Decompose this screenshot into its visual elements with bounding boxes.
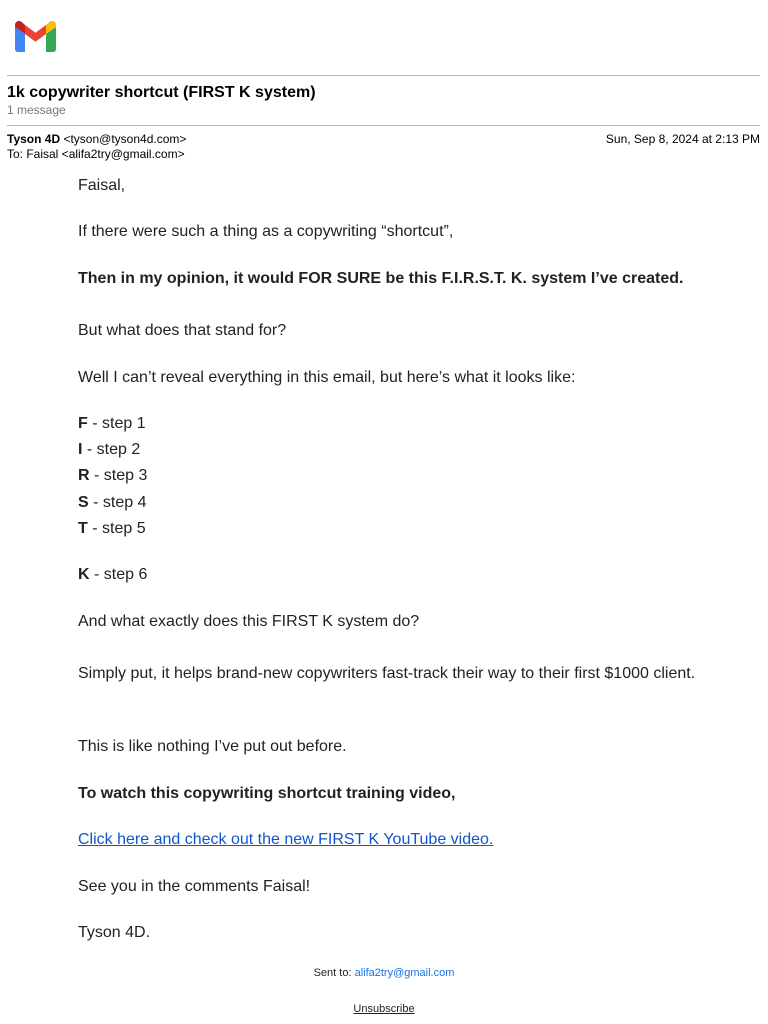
paragraph-2: Then in my opinion, it would FOR SURE be this F.I.R.S.T. K. system I’ve created.: [78, 270, 684, 287]
step-letter: K: [78, 566, 90, 583]
step-text: - step 6: [89, 566, 148, 583]
sender-email: <tyson@tyson4d.com>: [63, 132, 187, 146]
greeting: Faisal,: [78, 177, 126, 194]
step-item: [78, 516, 146, 542]
paragraph-1: If there were such a thing as a copywriting “shortcut”,: [78, 223, 454, 240]
step-item: [78, 562, 147, 588]
paragraph-9: See you in the comments Faisal!: [78, 878, 311, 895]
step-letter: F: [78, 415, 88, 432]
unsubscribe-line: [0, 1003, 768, 1015]
step-letter: I: [78, 441, 83, 458]
sent-to-line: [0, 967, 768, 979]
paragraph-4: Well I can’t reveal everything in this email, but here’s what it looks like:: [78, 369, 576, 386]
step-letter: T: [78, 520, 88, 537]
step-text: - step 2: [82, 441, 141, 458]
signature: Tyson 4D.: [78, 924, 151, 941]
step-item: [78, 437, 140, 463]
step-text: - step 1: [87, 415, 146, 432]
gmail-logo-icon: [15, 21, 56, 52]
paragraph-3: But what does that stand for?: [78, 322, 287, 339]
step-letter: S: [78, 494, 89, 511]
step-text: - step 4: [88, 494, 147, 511]
sender-name: Tyson 4D: [7, 132, 61, 146]
step-text: - step 3: [89, 467, 148, 484]
email-subject: 1k copywriter shortcut (FIRST K system): [7, 84, 316, 101]
message-count: 1 message: [7, 103, 66, 117]
step-letter: R: [78, 467, 90, 484]
step-item: [78, 411, 146, 437]
paragraph-6: Simply put, it helps brand-new copywriters fast-track their way to their first $1000 client.: [78, 665, 696, 682]
paragraph-7: This is like nothing I’ve put out before.: [78, 738, 347, 755]
step-item: [78, 463, 147, 489]
unsubscribe-link[interactable]: Unsubscribe: [353, 1003, 415, 1015]
sent-to-email-link[interactable]: alifa2try@gmail.com: [354, 967, 455, 979]
paragraph-8: To watch this copywriting shortcut training video,: [78, 785, 456, 802]
youtube-video-link[interactable]: Click here and check out the new FIRST K YouTube video.: [78, 831, 494, 848]
link-paragraph: [78, 827, 493, 853]
step-item: [78, 490, 146, 516]
paragraph-5: And what exactly does this FIRST K system do?: [78, 613, 420, 630]
sender-line: [7, 132, 186, 146]
step-text: - step 5: [87, 520, 146, 537]
sent-to-label: Sent to:: [313, 967, 355, 979]
email-date: Sun, Sep 8, 2024 at 2:13 PM: [605, 132, 760, 146]
recipient-line: To: Faisal <alifa2try@gmail.com>: [7, 147, 185, 161]
top-divider: [7, 75, 760, 76]
header-divider: [7, 125, 760, 126]
